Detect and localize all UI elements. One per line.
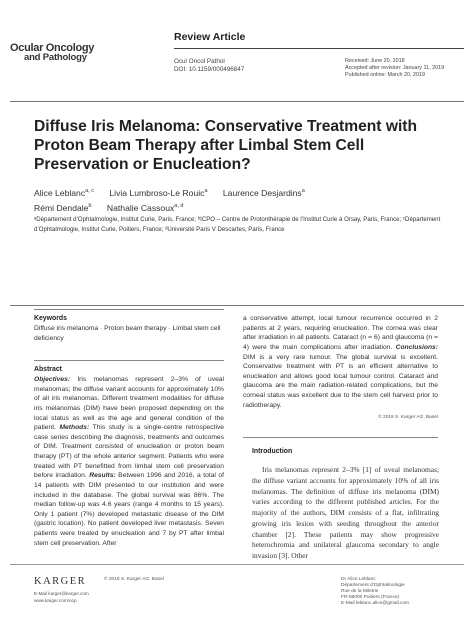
journal-name-line2: and Pathology: [24, 52, 87, 63]
publisher-logo: KARGER: [34, 576, 87, 587]
publisher-email[interactable]: E-Mail karger@karger.com: [34, 591, 89, 596]
corr-city: FR-86000 Poitiers (France): [341, 595, 400, 601]
correspondence: [341, 577, 409, 607]
citation-name: Ocul Oncol Pathol: [174, 58, 225, 65]
author[interactable]: Rémi Dendale$^b$: [34, 203, 92, 214]
article-dates: [345, 58, 444, 80]
corr-dept: Département d’Ophtalmologie: [341, 583, 405, 589]
footer-rule: [10, 564, 464, 565]
publisher-contact: [34, 591, 89, 604]
header-rule: [174, 48, 464, 49]
objectives-label: Objectives:: [34, 376, 71, 383]
intro-rule: [243, 437, 438, 438]
author[interactable]: Nathalie Cassoux$^{a, d}$: [106, 203, 184, 214]
abstract-rule: [34, 360, 224, 361]
conclusions-label: Conclusions:: [395, 343, 438, 351]
received-date: Received: June 20, 2018: [345, 58, 405, 64]
author[interactable]: Alice Leblanc$^{a, c}$: [34, 187, 94, 198]
accepted-date: Accepted after revision: January 11, 2019: [345, 65, 445, 72]
doi[interactable]: DOI: 10.1159/000496847: [174, 66, 245, 73]
publisher-web[interactable]: www.karger.com/oop: [34, 597, 77, 603]
corr-email[interactable]: E-Mail leblanc.alice@gmail.com: [341, 601, 410, 607]
journal-name-line1: Ocular Oncology: [10, 42, 95, 54]
keywords-rule: [34, 309, 224, 310]
abstract-text: Objectives: Iris melanomas represent 2–3% of uveal melanomas; the diffuse variant accounts for approximately 10% of all iris melanomas. Different treatment modalities for diffuse iris melanomas (DIM) have been proposed depending on the local status as well as the age and general condition of the patient. Methods: This study is a single-centre retrospective case series describing the diagnosis, treatments and outcomes of DIM. Treatment consisted of enucleation or proton beam therapy (PT) of the whole anterior segment. Patients who were treated with PT benefitted from limbal stem cell preservation before irradiation. Results: Between 1996 and 2016, a total of 14 patients with DIM presented to our institution and were included in the database. The global survival was 86%. The median follow-up was 4.6 years (range 4 months to 15 years). Only 1 patient (7%) developed metastatic disease of the DIM (gastric location). No patient developed liver metastasis. Seven patients were treated by enucleation and 7 by PT after limbal stem cell preservation. After: [34, 376, 225, 547]
divider: [10, 305, 464, 306]
abstract-block: [34, 360, 224, 548]
corr-name: Dr Alice Leblanc: [341, 577, 376, 582]
journal-logo: [10, 43, 94, 63]
abstract-continued: a conservative attempt, local tumour recurrence occurred in 2 patients at 2 years, requiring enucleation. The cornea was clear after irradiation in all patients. Cataract (n = 6) and glaucoma (n = 4) were the main complications after irradiation. Conclusions: DIM is a very rare tumour. The global survival is excellent. Conservative treatment with PT is an efficient alternative to enucleation and allows good local tumour control. Cataract and glaucoma are the main radiation-related complications, but the corneal status was excellent due to the stem cell harvest prior to radiotherapy. © 2019 S. Karger AG, Basel: [243, 314, 438, 423]
published-date: Published online: March 20, 2019: [345, 72, 426, 79]
divider: [10, 101, 464, 102]
footer-copyright: © 2019 S. Karger AG, Basel: [104, 577, 164, 582]
article-title: Diffuse Iris Melanoma: Conservative Treatment with Proton Beam Therapy after Limbal Stem Cell Preservation or Enucleation?: [34, 118, 418, 173]
author-list: [34, 185, 454, 216]
corr-street: Rue de la Miletrie: [341, 589, 379, 595]
keywords-heading: Keywords: [34, 315, 67, 322]
introduction-heading: Introduction: [252, 448, 293, 455]
author[interactable]: Livia Lumbroso-Le Rouic$^a$: [109, 187, 208, 198]
introduction-text: Iris melanomas represent 2–3% [1] of uveal melanomas; the diffuse variant accounts for approximately 10% of all iris melanomas. The definition of diffuse iris melanoma (DIM) varies according to the different published articles. For the majority of the authors, DIM consists of a flat, infiltrating growing iris lesion with seeding throughout the anterior chamber [2]. These patients may show progressive heterochromia and unilateral glaucoma secondary to angle invasion [3]. Other: [252, 465, 439, 561]
methods-label: Methods:: [59, 424, 90, 432]
keywords-text: Diffuse iris melanoma · Proton beam therapy · Limbal stem cell deficiency: [34, 325, 221, 342]
results-label: Results:: [89, 472, 116, 480]
author[interactable]: Laurence Desjardins$^a$: [222, 187, 305, 198]
abstract-copyright: © 2019 S. Karger AG, Basel: [378, 415, 438, 421]
abstract-heading: Abstract: [34, 366, 62, 373]
journal-citation: [174, 58, 244, 74]
affiliations: ᵃDépartement d’Ophtalmologie, Institut Curie, Paris, France; ᵇICPO – Centre de Protonthérapie de l’Institut Curie à Orsay, Paris, France; ᶜDépartement d’Ophtalmologie, Institut Curie, Poitiers, France; ᵈUniversité Paris V Descartes, Paris, France: [34, 216, 441, 233]
article-type: Review Article: [174, 31, 246, 43]
keywords-block: [34, 309, 224, 343]
